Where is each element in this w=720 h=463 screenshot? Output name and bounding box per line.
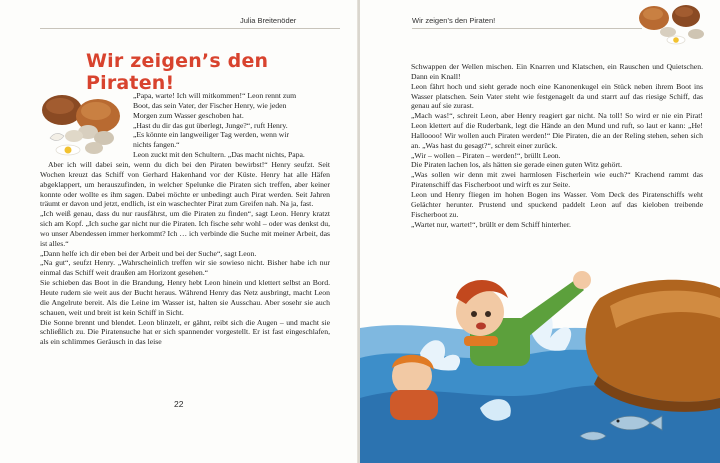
paragraph: „Ich weiß genau, dass du nur rausfährst, um die Piraten zu finden“, sagt Leon. Henry kratzt sich am Kopf. „Ich suche gar nicht nur die Piraten. Ich fische sehr wohl – oder was denkst du, wo unser Abendessen immer herkommt? Ich … ich verbinde die Suche mit meiner Arbeit, das ist alles.“: [40, 209, 330, 248]
text-line: nichts fangen.“: [133, 140, 180, 150]
paragraph: Aber ich will dabei sein, wenn du dich bei den Piraten bewirbst!“ Henry seufzt. Seit Wochen kreuzt das Schiff von Gerhard Hakenhand vor der Küste. Henry hat alle Häfen abgeklappert, um herauszufinden, in welcher Spelunke die Piraten sich treffen, aber keiner konnte oder wollte es ihm sagen. Dabei möchte er unbedingt auch Pirat werden. Seit Jahren träumt er davon und jetzt, endlich, ist ein waschechter Pirat zum Greifen nah. Na ja, fast.: [40, 160, 330, 209]
paragraph: Schwappen der Wellen mischen. Ein Knarren und Klatschen, ein Rauschen und Quietschen. Dann ein Knall!: [411, 62, 703, 81]
running-head-author: Julia Breitenöder: [240, 16, 297, 25]
text-line: „Es könnte ein langweiliger Tag werden, wenn wir: [133, 130, 290, 140]
paragraph: „Dann helfe ich dir eben bei der Arbeit und bei der Suche“, sagt Leon.: [40, 248, 257, 258]
sea-scene-illustration: [360, 258, 720, 463]
paragraph: „Was sollen wir denn mit zwei harmlosen Fischerlein wie euch?“ Krachend rammt das Piratenschiff das Fischerboot und wirft es zur Seite.: [411, 170, 703, 190]
shells-and-eggs-illustration: [38, 84, 134, 164]
paragraph: Leon und Henry fliegen im hohen Bogen ins Wasser. Vom Deck des Piratenschiffs weht Gelächter herunter. Prustend und spuckend paddelt Leon auf das kieloben treibende Fischerboot zu.: [411, 189, 703, 219]
shells-corner-illustration: [632, 0, 718, 46]
text-line: Leon zuckt mit den Schultern. „Das macht nichts, Papa.: [133, 150, 305, 160]
page-number: 22: [174, 399, 184, 409]
text-line: Boot, das sein Vater, der Fischer Henry, wie jeden: [133, 100, 287, 110]
paragraph: Leon fährt hoch und sieht gerade noch eine Kanonenkugel ein Stück neben ihrem Boot ins Wasser platschen. Sein Vater steht wie festgenagelt da und starrt auf das riesige Schiff, das genau auf sie zurast.: [411, 81, 703, 111]
text-line: Morgen zum Wasser geschoben hat.: [133, 110, 244, 120]
paragraph: „Wartet nur, wartet!“, brüllt er dem Schiff hinterher.: [411, 219, 571, 229]
paragraph: Sie schieben das Boot in die Brandung, Henry hebt Leon hinein und klettert selbst an Bord. Heute rudern sie weit aus der Bucht heraus. Während Henry das Netz ausbringt, macht Leon die Angelrute bereit. Als die Leine im Wasser ist, halten sie Ausschau. Aber sosehr sie auch schauen, weit und breit ist kein Schiff in Sicht.: [40, 278, 330, 317]
header-rule: [412, 28, 642, 29]
opening-lines: [133, 91, 329, 160]
left-page: [0, 0, 358, 463]
header-rule: [40, 28, 340, 29]
running-head-chapter: Wir zeigen’s den Piraten!: [412, 16, 496, 25]
paragraph: „Mach was!“, schreit Leon, aber Henry reagiert gar nicht. Na toll! So wird er nie ein Pirat! Leon klettert auf die Ruderbank, legt die Hände an den Mund und ruft, so laut er kann: „He! Halloooo! Wir wollen auch Piraten werden!“ Die Piraten, die an der Reling stehen, sehen sich an. „Was hast du gesagt?“, schreit einer zurück.: [411, 111, 703, 150]
paragraph: Die Sonne brennt und blendet. Leon blinzelt, er gähnt, reibt sich die Augen – und macht sie schließlich zu. Die Piratensuche hat er sich spannender vorgestellt. Er ist fast eingeschlafen, als ein schlimmes Geräusch in das leise: [40, 317, 330, 347]
text-line: „Papa, warte! Ich will mitkommen!“ Leon rennt zum: [133, 91, 297, 100]
paragraph: „Wir – wollen – Piraten – werden!“, brüllt Leon.: [411, 150, 561, 160]
paragraph: „Na gut“, seufzt Henry. „Wahrscheinlich treffen wir sie sowieso nicht. Bisher habe ich nur einmal das Schiff weit draußen am Horizont gesehen.“: [40, 258, 330, 278]
paragraph: Die Piraten lachen los, als hätten sie gerade einen guten Witz gehört.: [411, 160, 623, 170]
chapter-title: Wir zeigen’s den Piraten!: [86, 50, 269, 94]
left-body-text: [40, 160, 330, 347]
right-page: [360, 0, 720, 463]
text-line: „Hast du dir das gut überlegt, Junge?“, ruft Henry.: [133, 120, 288, 130]
right-body-text: [411, 62, 703, 229]
